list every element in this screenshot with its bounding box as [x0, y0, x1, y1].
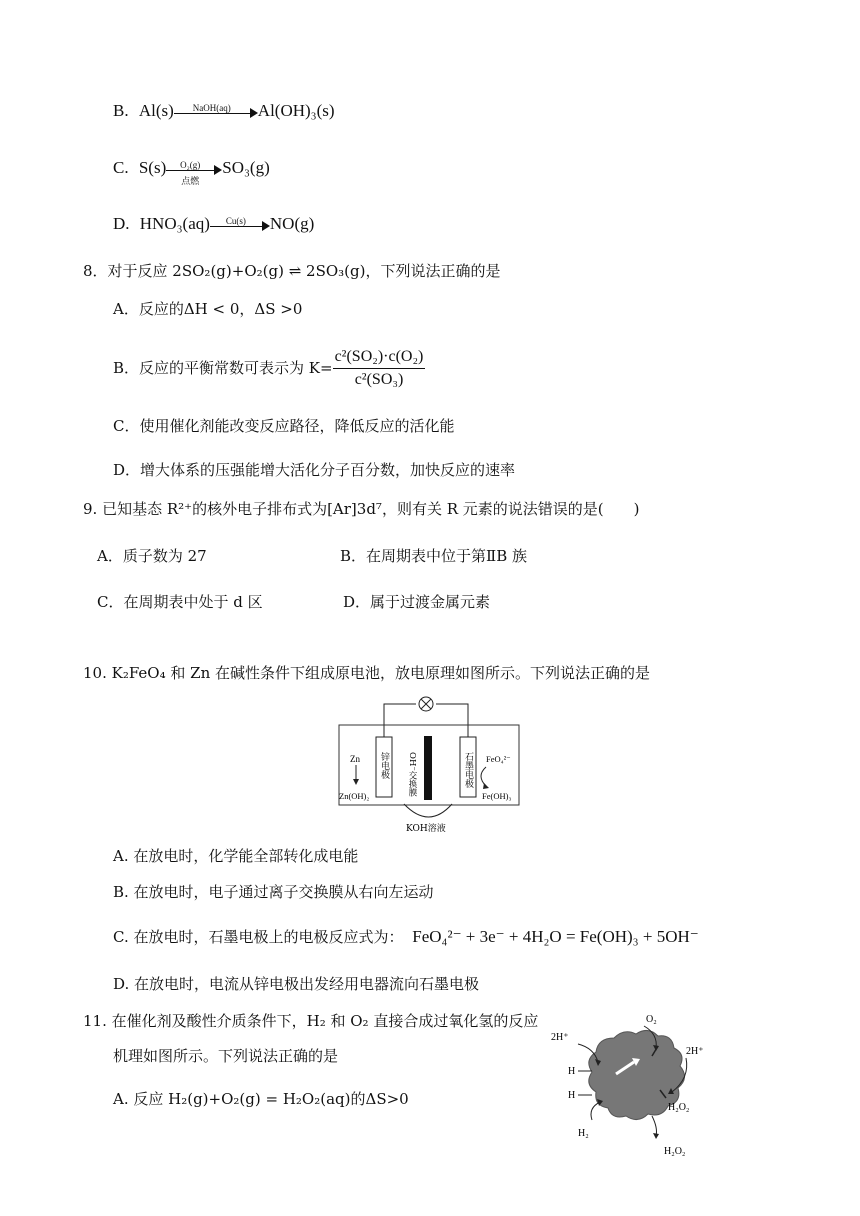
q9-option-c: C．在周期表中处于 d 区 [97, 593, 263, 611]
ion-exchange-membrane [424, 736, 432, 800]
h-bottom-label: H [568, 1090, 576, 1101]
h-plus-left-label: 2H⁺ [551, 1032, 569, 1043]
q9-stem: 9. 已知基态 R²⁺的核外电子排布式为[Ar]3d⁷，则有关 R 元素的说法错误的是( ) [83, 500, 640, 518]
electrode-equation: FeO₄²⁻ + 3e⁻ + 4H₂O = Fe(OH)₃ + 5OH⁻ [412, 927, 699, 946]
q11-stem-line1: 11. 在催化剂及酸性介质条件下，H₂ 和 O₂ 直接合成过氧化氢的反应 [83, 1012, 539, 1030]
battery-diagram [334, 692, 534, 834]
q11-option-a: A. 反应 H₂(g)+O₂(g) = H₂O₂(aq)的ΔS>0 [113, 1090, 409, 1108]
membrane-label: OH⁻交换膜 [407, 752, 417, 797]
h-plus-right-label: 2H⁺ [686, 1046, 704, 1057]
q8-option-a: A．反应的ΔH < 0，ΔS >0 [113, 300, 303, 318]
q9-option-a: A．质子数为 27 [97, 547, 207, 565]
product: Al(OH)₃(s) [257, 101, 335, 120]
graphite-electrode-label: 石墨电极 [463, 752, 473, 788]
q8-option-d: D．增大体系的压强能增大活化分子百分数，加快反应的速率 [113, 461, 516, 479]
fraction-numerator: c²(SO₂)·c(O₂) [333, 348, 426, 369]
q10-option-c [113, 928, 699, 946]
h-top-label: H [568, 1066, 576, 1077]
zn-oh-label: Zn(OH)₂ [339, 791, 370, 801]
reactant: S(s) [138, 158, 167, 177]
option-text: C. 在放电时，石墨电极上的电极反应式为： [113, 928, 404, 946]
reagent: NaOH(aq) [192, 103, 231, 114]
fraction-denominator: c²(SO₃) [354, 370, 404, 388]
option-label: B. [113, 101, 129, 120]
h2o2-mid-label: H₂O₂ [668, 1102, 690, 1113]
q11-stem-line2: 机理如图所示。下列说法正确的是 [113, 1047, 339, 1065]
q7-option-c [113, 158, 270, 187]
condition: 点燃 [181, 176, 200, 187]
q10-option-b: B. 在放电时，电子通过离子交换膜从右向左运动 [113, 883, 434, 901]
lamp-icon [419, 697, 433, 711]
q8-option-b [113, 346, 425, 390]
option-label: D. [113, 214, 130, 233]
h2o2-bottom-label: H₂O₂ [664, 1146, 686, 1157]
koh-label: KOH溶液 [406, 824, 446, 834]
q9-option-b: B．在周期表中位于第ⅡB 族 [340, 547, 528, 565]
zinc-electrode-label: 锌电极 [379, 752, 389, 779]
zn-label: Zn [350, 754, 360, 764]
reagent: O₂(g) [180, 160, 201, 171]
product: SO₃(g) [222, 158, 270, 177]
reaction-arrow [174, 103, 258, 121]
reactant: Al(s) [138, 101, 174, 120]
q8-stem: 8．对于反应 2SO₂(g)+O₂(g) ⇌ 2SO₃(g)，下列说法正确的是 [83, 262, 501, 280]
q9-option-d: D．属于过渡金属元素 [343, 593, 491, 611]
o2-label: O₂ [646, 1014, 657, 1025]
feo4-label: FeO₄²⁻ [486, 754, 511, 764]
fe-oh3-label: Fe(OH)₃ [482, 791, 512, 801]
reagent: Cu(s) [225, 216, 246, 227]
reaction-arrow [210, 216, 270, 234]
option-text: B．反应的平衡常数可表示为 K= [113, 359, 333, 377]
q10-option-d: D. 在放电时，电流从锌电极出发经用电器流向石墨电极 [113, 975, 480, 993]
catalyst-mechanism-diagram [548, 1008, 738, 1163]
q10-stem: 10. K₂FeO₄ 和 Zn 在碱性条件下组成原电池，放电原理如图所示。下列说法正确的是 [83, 664, 651, 682]
q7-option-b [113, 102, 335, 121]
q7-option-d [113, 215, 314, 234]
h2-label: H₂ [578, 1128, 589, 1139]
product: NO(g) [269, 214, 315, 233]
reaction-arrow [166, 160, 222, 187]
q10-option-a: A. 在放电时，化学能全部转化成电能 [113, 847, 359, 865]
reactant: HNO₃(aq) [139, 214, 210, 233]
equilibrium-fraction [333, 348, 426, 389]
q8-option-c: C．使用催化剂能改变反应路径，降低反应的活化能 [113, 417, 455, 435]
option-label: C. [113, 158, 129, 177]
